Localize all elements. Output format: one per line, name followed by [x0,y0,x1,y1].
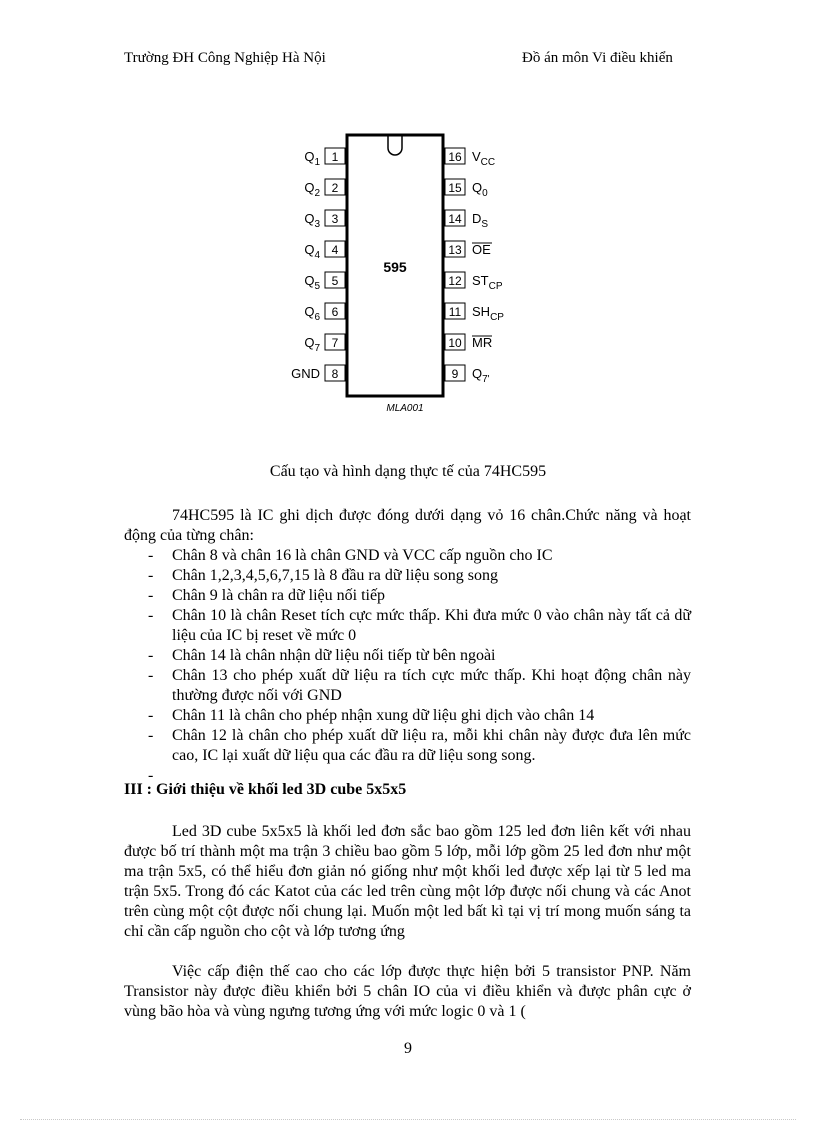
pin-function-text: Chân 11 là chân cho phép nhận xung dữ liệu ghi dịch vào chân 14 [172,707,595,724]
pin-name-main: Q [304,273,315,288]
pin-name-subscript: 7 [314,343,320,354]
pin-13 [445,241,492,257]
page-bottom-rule [20,1119,796,1120]
pin-number: 11 [448,305,462,319]
pin-function-text: Chân 10 là chân Reset tích cực mức thấp. Khi đưa mức 0 vào chân này tất cả dữ liệu của IC bị reset về mức 0 [172,607,691,644]
pin-number: 14 [448,212,462,226]
figure-caption: Cấu tạo và hình dạng thực tế của 74HC595 [269,463,547,480]
pin-name [472,180,488,199]
pin-function-item [124,586,691,606]
chip-label: 595 [383,259,407,275]
pin-name-main: Q [472,366,483,381]
pin-number: 4 [331,243,339,257]
pin-name-main: Q [472,180,483,195]
pin-4 [304,241,345,261]
pin-number: 15 [448,181,462,195]
pin-15 [445,179,488,199]
pin-name-main: SH [472,304,491,319]
header-school-name: Trường ĐH Công Nghiệp Hà Nội [124,50,326,66]
pin-function-item [124,666,691,706]
pin-function-item [124,706,691,726]
pin-16 [445,148,495,168]
pin-name-subscript: 5 [314,281,320,292]
pin-name [472,335,492,350]
pin-name [304,180,320,199]
pin-name [304,149,320,168]
header-course-title: Đồ án môn Vi điều khiển [522,50,673,66]
pin-name [472,304,504,323]
pin-name-subscript: 6 [314,312,320,323]
pin-name-main: OE [472,242,491,257]
pin-3 [304,210,345,230]
bullet-dash: - [148,727,154,744]
pin-name-main: Q [304,335,315,350]
pin-number: 16 [448,150,462,164]
figure-code: MLA001 [386,403,424,414]
pin-name-main: Q [304,242,315,257]
pin-name-subscript: 2 [314,188,320,199]
pin-12 [445,272,503,292]
bullet-dash: - [148,587,154,604]
pin-name-main: V [472,149,481,164]
pin-function-text: Chân 1,2,3,4,5,6,7,15 là 8 đầu ra dữ liệu song song [172,567,498,584]
pin-name [304,211,320,230]
pin-9 [445,365,490,385]
pin-name [304,242,320,261]
pin-name-main: ST [472,273,489,288]
bullet-dash: - [148,667,154,684]
pin-number: 9 [451,367,459,381]
intro-paragraph: 74HC595 là IC ghi dịch được đóng dưới dạng vỏ 16 chân.Chức năng và hoạt động của từng chân: [124,507,691,544]
pin-function-item [124,726,691,766]
pin-number: 7 [331,336,339,350]
pin-name-subscript: 3 [314,219,320,230]
pin-function-item [124,566,691,586]
pin-function-item [124,606,691,646]
pin-name-subscript: 7' [482,374,490,385]
pin-name-main: Q [304,211,315,226]
section-heading: III : Giới thiệu về khối led 3D cube 5x5x5 [124,781,407,798]
pin-name-main: D [472,211,482,226]
pin-2 [304,179,345,199]
pin-number: 13 [448,243,462,257]
pin-name-subscript: 4 [314,250,320,261]
pin-name-main: MR [472,335,493,350]
pin-function-text: Chân 14 là chân nhận dữ liệu nối tiếp từ bên ngoài [172,647,496,664]
left-pin-group [291,148,345,381]
bullet-dash: - [148,707,154,724]
pin-name [304,273,320,292]
pin-name-subscript: CP [490,312,504,323]
bullet-dash: - [148,767,154,784]
pin-function-item [124,546,691,566]
pin-8 [291,365,345,381]
chip-notch [388,135,402,155]
pin-number: 12 [448,274,462,288]
pin-function-text: Chân 12 là chân cho phép xuất dữ liệu ra, mỗi khi chân này được đưa lên mức cao, IC lại xuất dữ liệu qua các đầu ra dữ liệu song song. [172,727,691,764]
paragraph-transistor: Việc cấp điện thế cao cho các lớp được thực hiện bởi 5 transistor PNP. Năm Transistor này được điều khiển bởi 5 chân IO của vi điều khiển và được phân cực ở vùng bão hòa và vùng ngưng tương ứng với mức logic 0 và 1 ( [124,963,691,1020]
pin-14 [445,210,488,230]
pin-6 [304,303,345,323]
right-pin-group [445,148,504,385]
pin-name [304,304,320,323]
pin-name-subscript: S [481,219,489,230]
pin-function-text: Chân 13 cho phép xuất dữ liệu ra tích cực mức thấp. Khi hoạt động chân này thường được nối với GND [172,667,691,704]
pin-name-subscript: 1 [314,157,320,168]
pin-name [472,242,491,257]
pin-7 [304,334,345,354]
bullet-dash: - [148,607,154,624]
pin-function-item [124,646,691,666]
pin-name-subscript: 0 [482,188,488,199]
pin-number: 5 [331,274,339,288]
pin-name-subscript: CP [488,281,503,292]
pin-function-text: Chân 9 là chân ra dữ liệu nối tiếp [172,587,386,604]
bullet-dash: - [148,647,154,664]
pin-number: 8 [331,367,339,381]
paragraph-led-cube: Led 3D cube 5x5x5 là khối led đơn sắc bao gồm 125 led đơn liên kết với nhau được bố trí thành một ma trận 3 chiều bao gồm 5 lớp, mỗi lớp gồm 25 led đơn như một ma trận 5x5, có thể hiểu đơn giản nó giống như một khối led được xếp lại từ 5 led ma trận 5x5. Trong đó các Katot của các led trên cùng một lớp được nối chung và các Anot trên cùng một cột được nối chung lại. Muốn một led bất kì tại vị trí mong muốn sáng ta chỉ cần cấp nguồn cho cột và lớp tương ứng [124,823,691,940]
pin-number: 1 [331,150,339,164]
pin-number: 10 [448,336,462,350]
pin-function-list [124,546,691,784]
pin-number: 6 [331,305,339,319]
bullet-dash: - [148,547,154,564]
pin-name [472,366,490,385]
pin-name-main: Q [304,149,315,164]
pin-name [472,149,495,168]
pin-name-main: Q [304,304,315,319]
pin-1 [304,148,345,168]
page-number: 9 [404,1040,412,1057]
ic-74hc595-pinout-diagram [280,128,520,418]
pin-name-main: Q [304,180,315,195]
pin-name-subscript: CC [480,157,496,168]
pin-name [472,273,503,292]
pin-number: 2 [331,181,339,195]
pin-5 [304,272,345,292]
pin-name-main: GND [291,366,320,381]
bullet-dash: - [148,567,154,584]
pin-name [304,335,320,354]
pin-number: 3 [331,212,339,226]
pin-name [291,366,320,381]
pin-function-text: Chân 8 và chân 16 là chân GND và VCC cấp nguồn cho IC [172,547,553,564]
pin-name [472,211,488,230]
pin-11 [445,303,504,323]
pin-10 [445,334,492,350]
